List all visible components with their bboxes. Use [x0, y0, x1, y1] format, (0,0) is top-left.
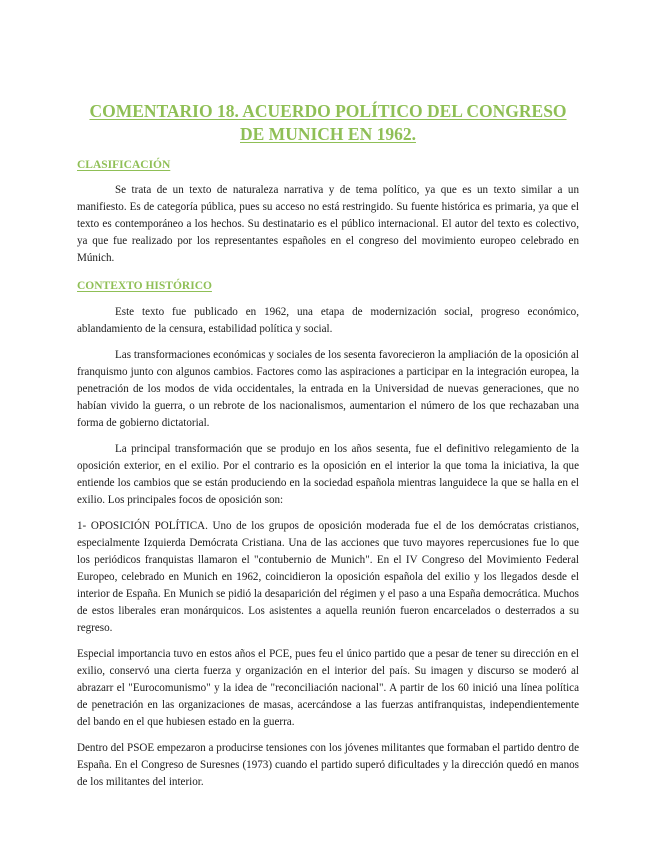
paragraph-clasificacion: Se trata de un texto de naturaleza narrativa y de tema político, ya que es un texto similar a un manifiesto. Es de categoría pública, pues su acceso no está restringido. Su fuente histórica es primaria, ya que el texto es contemporáneo a los hechos. Su destinatario es el público internacional. El autor del texto es colectivo, ya que fue realizado por los representantes españoles en el congreso del movimiento europeo celebrado en Múnich.	[77, 184, 579, 264]
section-heading-contexto: CONTEXTO HISTÓRICO	[77, 280, 212, 292]
paragraph-contexto-3: La principal transformación que se produjo en los años sesenta, fue el definitivo relegamiento de la oposición exterior, en el exilio. Por el contrario es la oposición en el interior la que toma la iniciativa, la que entiende los cambios que se están produciendo en la sociedad española mientras languidece la que se halla en el exilio. Los principales focos de oposición son:	[77, 443, 579, 506]
paragraph-contexto-1: Este texto fue publicado en 1962, una etapa de modernización social, progreso económico, ablandamiento de la censura, estabilidad política y social.	[77, 306, 579, 335]
paragraph-pce: Especial importancia tuvo en estos años el PCE, pues feu el único partido que a pesar de tener su dirección en el exilio, conservó una cierta fuerza y organización en el interior del país. Su imagen y discurso se moderó al abrazarr el "Eurocomunismo" y la idea de "reconciliación nacional". A partir de los 60 inició una línea política de penetración en las organizaciones de masas, acercándose a las fuerzas antifranquistas, independientemente del bando en el que hubiesen estado en la guerra.	[77, 648, 579, 728]
paragraph-psoe: Dentro del PSOE empezaron a producirse tensiones con los jóvenes militantes que formaban el partido dentro de España. En el Congreso de Suresnes (1973) cuando el partido superó dificultades y la dirección quedó en manos de los militantes del interior.	[77, 742, 579, 788]
paragraph-oposicion-politica: 1- OPOSICIÓN POLÍTICA. Uno de los grupos de oposición moderada fue el de los demócratas cristianos, especialmente Izquierda Demócrata Cristiana. Una de las acciones que tuvo mayores repercusiones fue lo que los periódicos franquistas llamaron el "contubernio de Munich". En el IV Congreso del Movimiento Federal Europeo, celebrado en Munich en 1962, coincidieron la oposición española del exilio y los llegados desde el interior de España. En Munich se pidió la desaparición del régimen y el paso a una España democrática. Muchos de estos liberales eran monárquicos. Los asistentes a aquella reunión fueron encarcelados o desterrados a su regreso.	[77, 520, 579, 634]
section-heading-clasificacion: CLASIFICACIÓN	[77, 159, 171, 171]
page-title: COMENTARIO 18. ACUERDO POLÍTICO DEL CONGRESO DE MUNICH EN 1962.	[89, 101, 567, 144]
paragraph-contexto-2: Las transformaciones económicas y sociales de los sesenta favorecieron la ampliación de la oposición al franquismo junto con algunos cambios. Factores como las aspiraciones a participar en la integración europea, la penetración de los modos de vida occidentales, la entrada en la Universidad de nuevas generaciones, que no habían vivido la guerra, o un rebrote de los nacionalismos, aumentarion el número de los que rechazaban una forma de gobierno dictatorial.	[77, 349, 579, 429]
